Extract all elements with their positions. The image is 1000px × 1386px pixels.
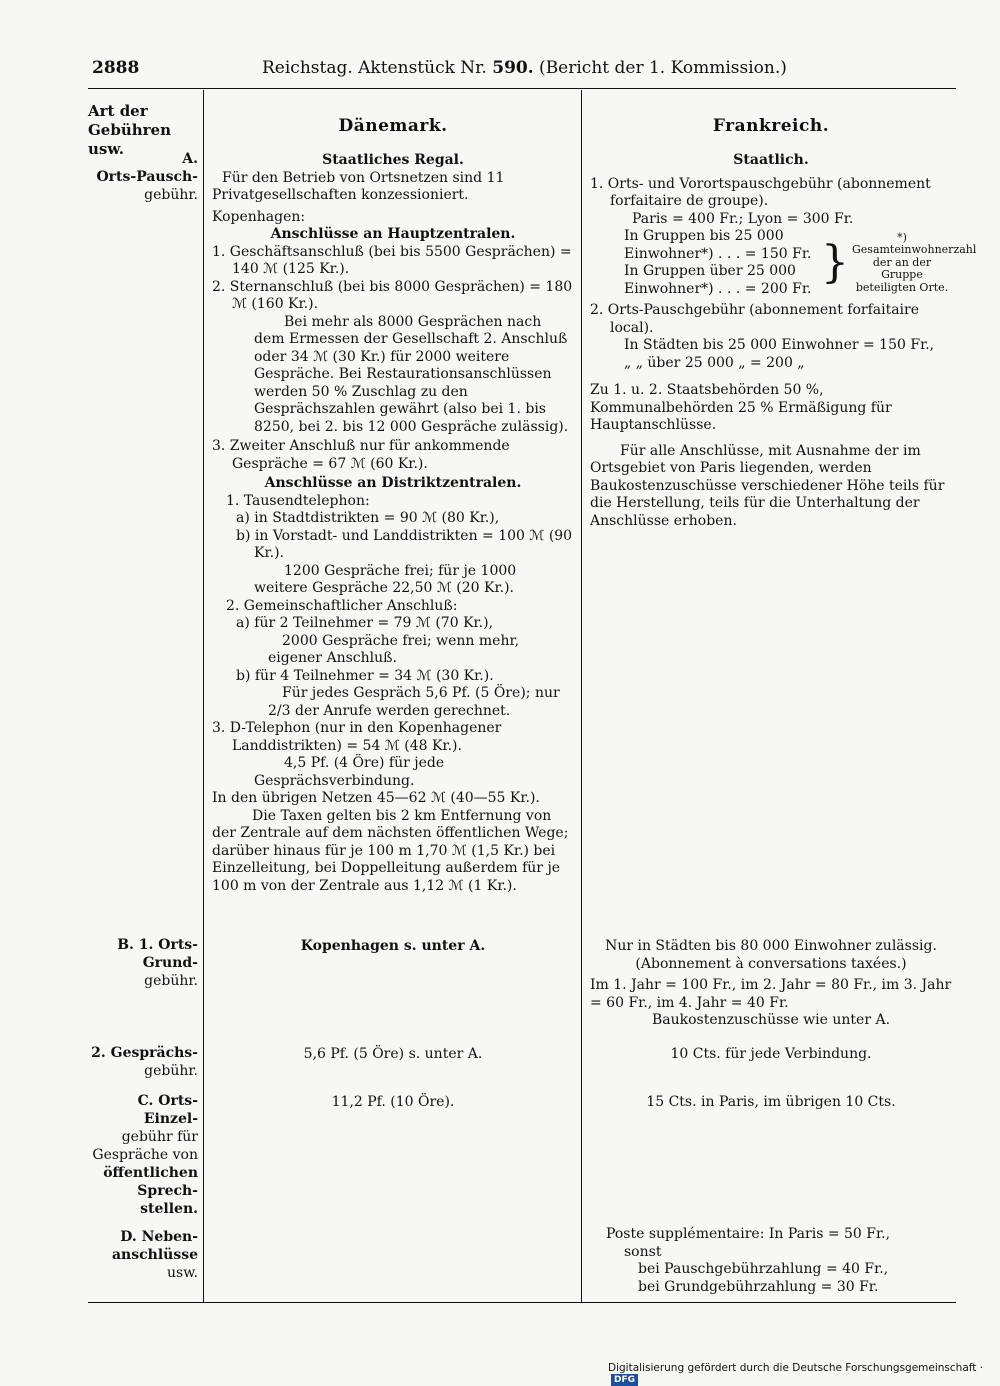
header-rule: [88, 88, 956, 89]
population-footnote: *) Gesamteinwohnerzahl der an der Gruppe beteiligten Orte.: [852, 230, 977, 294]
population-groups: In Gruppen bis 25 000 Einwohner*) . . . = 150 Fr. In Gruppen über 25 000 Einwohner*) . . . = 200 Fr. } *) Gesamteinwohnerzahl der an der Gruppe beteiligten Orte.: [624, 228, 977, 297]
running-title: Reichstag. Aktenstück Nr. 590. (Bericht der 1. Kommission.): [262, 58, 787, 78]
france-heading: Frankreich.: [712, 116, 830, 136]
page-number: 2888: [92, 58, 140, 78]
section-b2-france: 10 Cts. für jede Verbindung.: [670, 1046, 872, 1062]
section-c-denmark: 11,2 Pf. (10 Öre).: [331, 1094, 455, 1110]
denmark-heading: Dänemark.: [338, 116, 448, 136]
section-d-france: Poste supplémentaire: In Paris = 50 Fr., sonst bei Pauschgebührzahlung = 40 Fr., bei Grundgebührzahlung = 30 Fr.: [606, 1226, 891, 1295]
digitization-credit: Digitalisierung gefördert durch die Deutsche Forschungsgemeinschaft ·DFG: [608, 1362, 984, 1385]
category-column-heading: Art der Gebühren usw.: [88, 102, 172, 158]
document-number: 590.: [492, 58, 534, 78]
france-subheading: Staatlich.: [733, 152, 809, 168]
section-b1-label: B. 1. Orts- Grund- gebühr.: [117, 937, 198, 989]
section-a-france: Staatlich. 1. Orts- und Vorortspauschgebühr (abonnement forfaitaire de groupe). Paris = 400 Fr.; Lyon = 300 Fr. In Gruppen bis 25 000 Einwohner*) . . . = 150 Fr. In Gruppen über 25 000 Einwohner*) . . . = 200 Fr. } *) Gesamteinwohnerzahl der an der Gruppe beteiligten Orte. 2. Orts-Pauschgebühr (abonnement forfaitaire local). In Städten bis 25 000 Einwohner = 150 Fr., „ „ über 25 000 „ = 200 „ Zu 1. u. 2. Staatsbehörden 50 %, Kommunalbehörden 25 % Ermäßigung für Hauptanschlüsse. Für alle Anschlüsse, mit Ausnahme der im Ortsgebiet von Paris liegenden, werden Baukostenzuschüsse verschiedener Höhe teils für die Herstellung, teils für die Unterhaltung der Anschlüsse erhoben.: [590, 152, 977, 529]
section-b2-denmark: 5,6 Pf. (5 Öre) s. unter A.: [303, 1046, 483, 1062]
section-b1-france: Nur in Städten bis 80 000 Einwohner zulässig. (Abonnement à conversations taxées.) Im 1. Jahr = 100 Fr., im 2. Jahr = 80 Fr., im 3. Jahr = 60 Fr., im 4. Jahr = 40 Fr. Baukostenzuschüsse wie unter A.: [590, 938, 952, 1028]
section-b2-label: 2. Gesprächs- gebühr.: [91, 1045, 198, 1079]
column-divider-left: [203, 90, 204, 1302]
brace-glyph: }: [821, 237, 849, 288]
section-c-france: 15 Cts. in Paris, im übrigen 10 Cts.: [646, 1094, 896, 1110]
section-a-label: A. Orts-Pausch- gebühr.: [96, 151, 198, 203]
dfg-logo: DFG: [611, 1374, 638, 1386]
denmark-subheading: Staatliches Regal.: [322, 152, 464, 168]
section-b1-denmark: Kopenhagen s. unter A.: [300, 938, 486, 954]
running-header: [92, 58, 960, 86]
column-divider-right: [581, 90, 582, 1302]
section-c-label: C. Orts- Einzel- gebühr für Gespräche von öffentlichen Sprech- stellen.: [92, 1093, 198, 1217]
table-bottom-rule: [88, 1302, 956, 1303]
section-d-label: D. Neben- anschlüsse usw.: [111, 1229, 198, 1281]
section-a-denmark: Staatliches Regal. Für den Betrieb von Ortsnetzen sind 11 Privatgesellschaften konzessioniert. Kopenhagen: Anschlüsse an Hauptzentralen. 1. Geschäftsanschluß (bei bis 5500 Gesprächen) = 140 ℳ (125 Kr.). 2. Sternanschluß (bei bis 8000 Gesprächen) = 180 ℳ (160 Kr.). Bei mehr als 8000 Gesprächen nach dem Ermessen der Gesellschaft 2. Anschluß oder 34 ℳ (30 Kr.) für 2000 weitere Gespräche. Bei Restaurationsanschlüssen werden 50 % Zuschlag zu den Gesprächszahlen gewährt (also bei 1. bis 8250, bei 2. bis 12 000 Gespräche zulässig). 3. Zweiter Anschluß nur für ankommende Gespräche = 67 ℳ (60 Kr.). Anschlüsse an Distriktzentralen. 1. Tausendtelephon: a) in Stadtdistrikten = 90 ℳ (80 Kr.), b) in Vorstadt- und Landdistrikten = 100 ℳ (90 Kr.). 1200 Gespräche frei; für je 1000 weitere Gespräche 22,50 ℳ (20 Kr.). 2. Gemeinschaftlicher Anschluß: a) für 2 Teilnehmer = 79 ℳ (70 Kr.), 2000 Gespräche frei; wenn mehr, eigener Anschluß. b) für 4 Teilnehmer = 34 ℳ (30 Kr.). Für jedes Gespräch 5,6 Pf. (5 Öre); nur 2/3 der Anrufe werden gerechnet. 3. D-Telephon (nur in den Kopenhagener Landdistrikten) = 54 ℳ (48 Kr.). 4,5 Pf. (4 Öre) für jede Gesprächsverbindung. In den übrigen Netzen 45—62 ℳ (40—55 Kr.). Die Taxen gelten bis 2 km Entfernung von der Zentrale auf dem nächsten öffentlichen Wege; darüber hinaus für je 100 m 1,70 ℳ (1,5 Kr.) bei Einzelleitung, bei Doppelleitung außerdem für je 100 m von der Zentrale aus 1,12 ℳ (1 Kr.).: [212, 152, 573, 894]
